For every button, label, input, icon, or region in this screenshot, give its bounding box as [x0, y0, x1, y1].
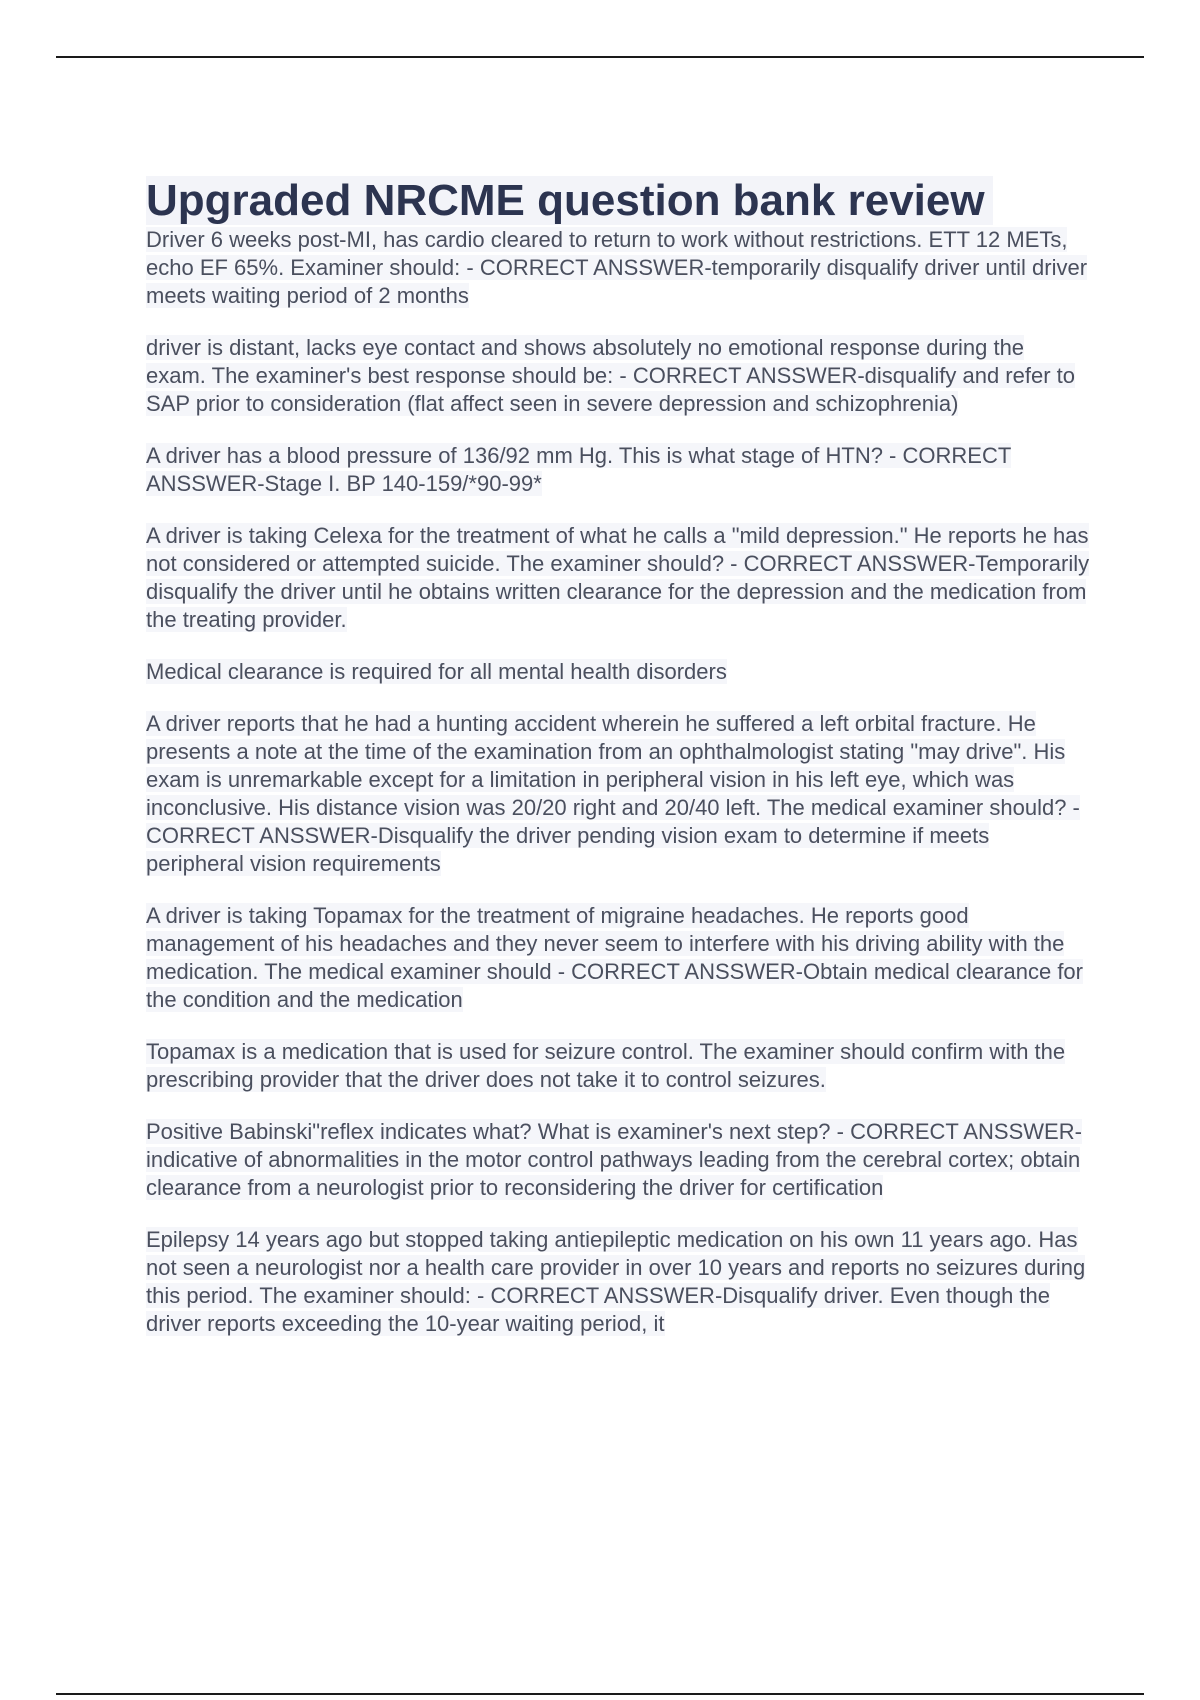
document-body: [146, 174, 1090, 1362]
qa-paragraph: A driver has a blood pressure of 136/92 mm Hg. This is what stage of HTN? - CORRECT ANSSWER-Stage I. BP 140-159/*90-99*: [146, 443, 1012, 496]
qa-paragraph: Driver 6 weeks post-MI, has cardio cleared to return to work without restrictions. ETT 12 METs, echo EF 65%. Examiner should: - CORRECT ANSSWER-temporarily disqualify driver until driver meets waiting period of 2 months: [146, 227, 1088, 308]
qa-paragraph: A driver reports that he had a hunting accident wherein he suffered a left orbital fracture. He presents a note at the time of the examination from an ophthalmologist stating "may drive". His exam is unremarkable except for a limitation in peripheral vision in his left eye, which was inconclusive. His distance vision was 20/20 right and 20/40 left. The medical examiner should? - CORRECT ANSSWER-Disqualify the driver pending vision exam to determine if meets peripheral vision requirements: [146, 711, 1080, 876]
bottom-rule: [56, 1693, 1144, 1695]
qa-paragraph: Medical clearance is required for all mental health disorders: [146, 659, 727, 684]
qa-paragraph: A driver is taking Topamax for the treatment of migraine headaches. He reports good management of his headaches and they never seem to interfere with his driving ability with the medication. The medical examiner should - CORRECT ANSSWER-Obtain medical clearance for the condition and the medication: [146, 903, 1083, 1012]
qa-paragraph: Positive Babinski"reflex indicates what? What is examiner's next step? - CORRECT ANSSWER-indicative of abnormalities in the motor control pathways leading from the cerebral cortex; obtain clearance from a neurologist prior to reconsidering the driver for certification: [146, 1119, 1082, 1200]
qa-paragraph: A driver is taking Celexa for the treatment of what he calls a "mild depression." He reports he has not considered or attempted suicide. The examiner should? - CORRECT ANSSWER-Temporarily disqualify the driver until he obtains written clearance for the depression and the medication from the treating provider.: [146, 523, 1090, 632]
qa-paragraph: Epilepsy 14 years ago but stopped taking antiepileptic medication on his own 11 years ago. Has not seen a neurologist nor a health care provider in over 10 years and reports no seizures during this period. The examiner should: - CORRECT ANSSWER-Disqualify driver. Even though the driver reports exceeding the 10-year waiting period, it: [146, 1227, 1086, 1336]
qa-list: [146, 226, 1090, 1338]
document-title: Upgraded NRCME question bank review: [146, 174, 1090, 226]
top-rule: [56, 56, 1144, 58]
qa-paragraph: Topamax is a medication that is used for seizure control. The examiner should confirm with the prescribing provider that the driver does not take it to control seizures.: [146, 1039, 1066, 1092]
qa-paragraph: driver is distant, lacks eye contact and shows absolutely no emotional response during the exam. The examiner's best response should be: - CORRECT ANSSWER-disqualify and refer to SAP prior to consideration (flat affect seen in severe depression and schizophrenia): [146, 335, 1076, 416]
